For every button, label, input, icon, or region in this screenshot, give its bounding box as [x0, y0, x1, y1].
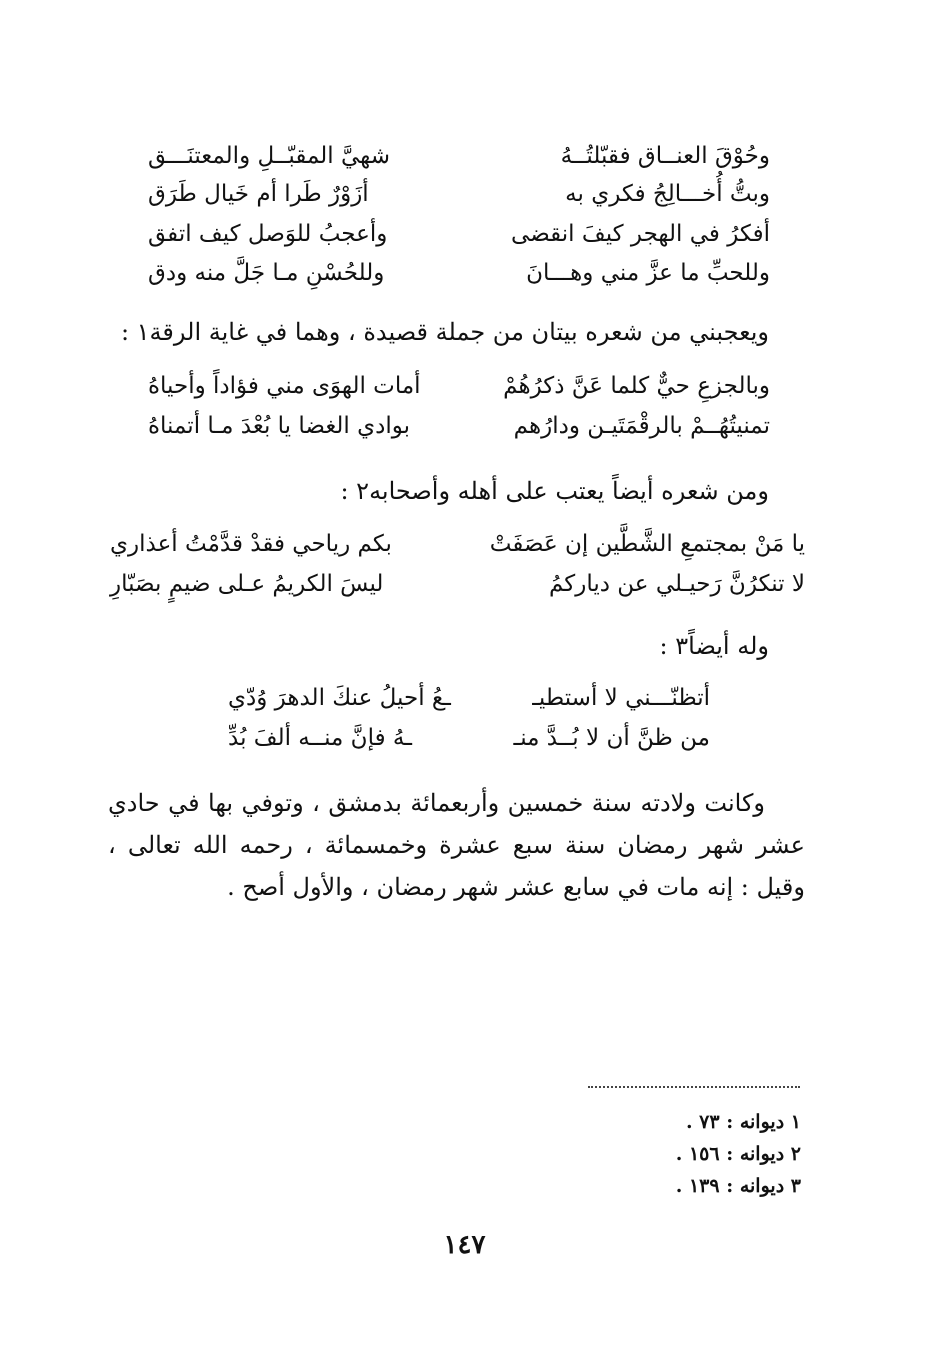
footnote-divider — [588, 1086, 800, 1088]
footnote: ٢ ديوانه : ١٥٦ . — [675, 1143, 801, 1165]
poem-line — [110, 526, 805, 562]
poem-line — [110, 566, 805, 602]
first-hemistich: وبتُّ أُخـــالِجُ فكري به — [565, 181, 770, 207]
second-hemistich: أزَوْرٌ طَرا أم خَيال طَرَق — [148, 181, 369, 207]
first-hemistich: لا تنكرُنَّ رَحيـلي عن دياركمُ — [548, 571, 805, 597]
first-hemistich: أفكرُ في الهجر كيفَ انقضى — [511, 221, 770, 247]
poem-line — [148, 138, 770, 174]
poem-line — [148, 176, 770, 212]
intro-text: وله أيضاً٣ : — [659, 632, 769, 660]
intro-text: ويعجبني من شعره بيتان من جملة قصيدة ، وهما في غاية الرقة١ : — [120, 318, 769, 346]
second-hemistich: ـهُ فإنَّ منــه ألفَ بُدِّ — [228, 725, 412, 751]
poem-line — [228, 720, 710, 756]
first-hemistich: وللحبِّ ما عزَّ مني وهـــانَ — [526, 260, 770, 286]
second-hemistich: وأعجبُ للوَصل كيف اتفق — [148, 221, 388, 247]
footnote: ٣ ديوانه : ١٣٩ . — [675, 1175, 801, 1197]
first-hemistich: وبالجزعِ حيٌّ كلما عَنَّ ذكرُهُمْ — [503, 373, 770, 399]
second-hemistich: ـعُ أحيلُ عنكَ الدهرَ وُدّي — [228, 685, 451, 711]
second-hemistich: شهيَّ المقبّــلِ والمعتنَـــق — [148, 143, 391, 169]
second-hemistich: بكم رياحي فقدْ قدَّمْتُ أعذاري — [110, 531, 392, 557]
second-hemistich: وللحُسْنِ مـا جَلَّ منه ودق — [148, 260, 385, 286]
first-hemistich: وحُوْقَ العنــاق فقبّلتُــهُ — [560, 143, 770, 169]
poem-line — [148, 255, 770, 291]
second-hemistich: بوادي الغضا يا بُعْدَ مـا أتمناهُ — [148, 413, 411, 439]
first-hemistich: من ظنَّ أن لا بُــدَّ منـ — [513, 725, 710, 751]
first-hemistich: تمنيتُهُــمْ بالرقْمَتَيـن ودارُهم — [513, 413, 770, 439]
first-hemistich: أتظنّـــني لا أستطيـ — [532, 685, 710, 711]
poem-line — [148, 408, 770, 444]
second-hemistich: أمات الهوَى مني فؤاداً وأحياهُ — [148, 373, 421, 399]
closing-paragraph: وكانت ولادته سنة خمسين وأربعمائة بدمشق ، وتوفي بها في حادي عشر شهر رمضان سنة سبع عشرة وخمسمائة ، رحمه الله تعالى ، وقيل : إنه مات في سابع عشر شهر رمضان ، والأول أصح . — [108, 789, 805, 901]
second-hemistich: ليسَ الكريمُ عـلى ضيمٍ بصَبّارِ — [110, 571, 384, 597]
poem-line — [228, 680, 710, 716]
intro-text: ومن شعره أيضاً يعتب على أهله وأصحابه٢ : — [340, 477, 769, 505]
poem-line — [148, 216, 770, 252]
footnote: ١ ديوانه : ٧٣ . — [685, 1111, 801, 1133]
first-hemistich: يا مَنْ بمجتمعِ الشَّطَّين إن عَصَفَتْ — [489, 531, 805, 557]
page-number: ١٤٧ — [443, 1230, 486, 1260]
poem-line — [148, 368, 770, 404]
